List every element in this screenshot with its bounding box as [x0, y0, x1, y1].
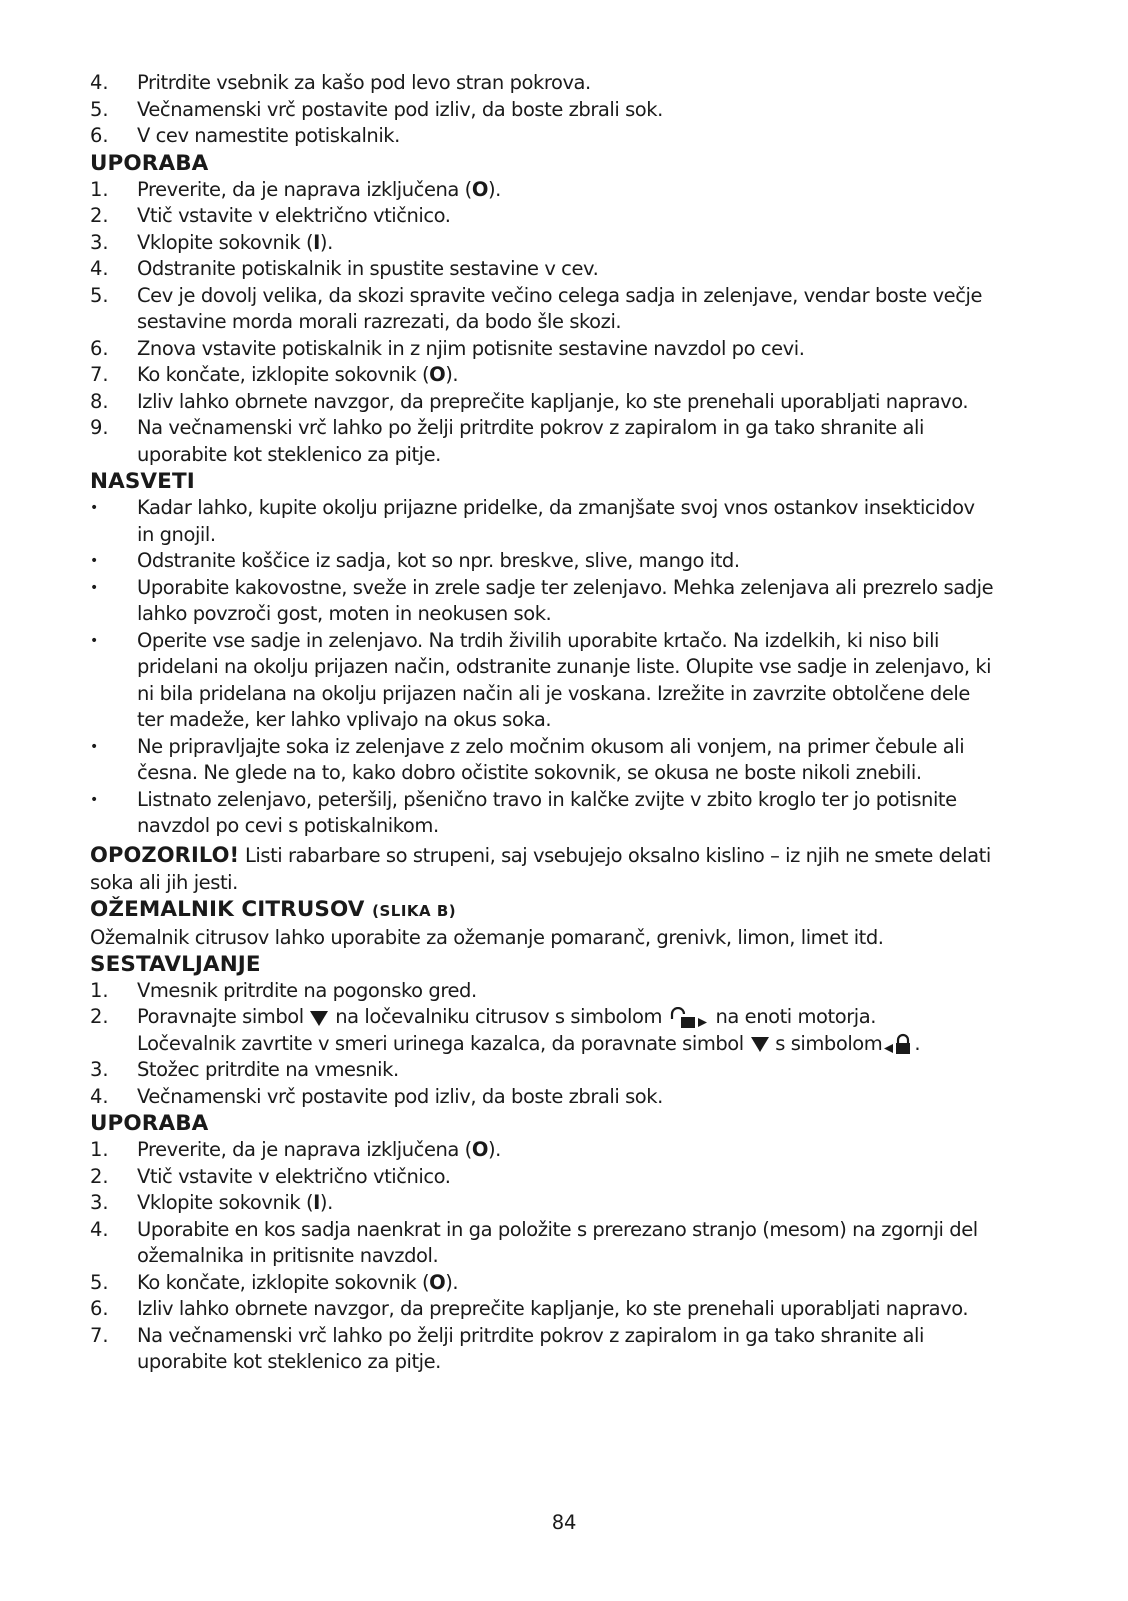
list-item: 9. Na večnamenski vrč lahko po želji pritrdite pokrov z zapiralom in ga tako shranite ali uporabite kot steklenico za pitje. [90, 416, 924, 466]
heading-text: OŽEMALNIK CITRUSOV [90, 896, 365, 922]
bullet-icon: • [90, 553, 99, 569]
citrus-description: Ožemalnik citrusov lahko uporabite za ožemanje pomaranč, grenivk, limon, limet itd. [90, 925, 884, 949]
list-item: 4. Pritrdite vsebnik za kašo pod levo stran pokrova. [90, 71, 591, 94]
text: ). [319, 230, 333, 254]
list-item: 5. Cev je dovolj velika, da skozi spravite večino celega sadja in zelenjave, vendar boste večje sestavine morda morali razrezati, da bodo šle skozi. [90, 283, 982, 333]
text: Ko končate, izklopite sokovnik ( [137, 363, 430, 386]
text: . [914, 1031, 921, 1055]
bullet-icon: • [90, 791, 99, 808]
text: ožemalnika in pritisnite navzdol. [137, 1244, 439, 1267]
list-item: 8. Izliv lahko obrnete navzgor, da preprečite kapljanje, ko ste prenehali uporabljati napravo. [90, 389, 969, 413]
bullet-icon: • [90, 500, 99, 516]
list-item: 2. Vtič vstavite v električno vtičnico. [90, 204, 451, 227]
list-item: 3. Vklopite sokovnik (I). [90, 230, 333, 254]
bullet-item [90, 628, 1050, 734]
text: soka ali jih jesti. [90, 870, 238, 894]
list-item: 6. Znova vstavite potiskalnik in z njim potisnite sestavine navzdol po cevi. [90, 336, 805, 360]
text: na enoti motorja. [715, 1005, 876, 1028]
page-number: 84 [551, 1511, 577, 1534]
section-heading-uporaba: UPORABA [90, 150, 209, 176]
text: ). [487, 1138, 501, 1161]
text: navzdol po cevi s potiskalnikom. [137, 814, 439, 837]
text: uporabite kot steklenico za pitje. [137, 1350, 441, 1373]
text: Na večnamenski vrč lahko po želji pritrdite pokrov z zapiralom in ga tako shranite ali [137, 1323, 924, 1347]
text: ). [319, 1191, 333, 1214]
bullet-icon: • [90, 738, 99, 755]
on-symbol: I [313, 1191, 320, 1214]
text: Listnato zelenjavo, peteršilj, pšenično travo in kalčke zvijte v zbito kroglo ter jo potisnite [137, 787, 957, 811]
text: Ločevalnik zavrtite v smeri urinega kazalca, da poravnate simbol [137, 1031, 744, 1055]
bullet-icon: • [90, 579, 99, 596]
list-item: 6. Izliv lahko obrnete navzgor, da preprečite kapljanje, ko ste prenehali uporabljati napravo. [90, 1297, 969, 1320]
list-item: 3. Stožec pritrdite na vmesnik. [90, 1058, 399, 1081]
list-item: 5. Večnamenski vrč postavite pod izliv, da boste zbrali sok. [90, 97, 663, 121]
text: Operite vse sadje in zelenjavo. Na trdih živilih uporabite krtačo. Na izdelkih, ki niso bili [137, 628, 940, 652]
text: sestavine morda morali razrezati, da bodo šle skozi. [137, 310, 622, 333]
list-item: 5. Ko končate, izklopite sokovnik (O). [90, 1270, 459, 1294]
bullet-item [90, 787, 1050, 840]
list-item: 4. Uporabite en kos sadja naenkrat in ga položite s prerezano stranjo (mesom) na zgornji del ožemalnika in pritisnite navzdol. [90, 1217, 978, 1267]
document-page [90, 70, 1050, 1376]
text: Cev je dovolj velika, da skozi spravite večino celega sadja in zelenjave, vendar boste večje [137, 283, 982, 307]
text: Preverite, da je naprava izključena ( [137, 177, 472, 201]
text: Uporabite en kos sadja naenkrat in ga položite s prerezano stranjo (mesom) na zgornji del [137, 1217, 978, 1241]
text: Na večnamenski vrč lahko po želji pritrdite pokrov z zapiralom in ga tako shranite ali [137, 416, 924, 439]
unlock-icon [668, 1007, 710, 1029]
bullet-item [90, 734, 1050, 787]
text: Poravnajte simbol [137, 1005, 304, 1028]
list-item: 7. Ko končate, izklopite sokovnik (O). [90, 363, 459, 386]
text: ter madeže, ker lahko vplivajo na okus soka. [137, 708, 552, 731]
text: na ločevalniku citrusov s simbolom [335, 1005, 662, 1028]
triangle-down-icon [309, 1009, 329, 1027]
list-item: 6. V cev namestite potiskalnik. [90, 124, 400, 147]
text: ). [487, 177, 501, 201]
bullet-item [90, 575, 1050, 628]
text: Odstranite koščice iz sadja, kot so npr. breskve, slive, mango itd. [137, 549, 740, 572]
off-symbol: O [429, 1270, 446, 1294]
text: ). [445, 1270, 459, 1294]
on-symbol: I [313, 230, 320, 254]
text: s simbolom [775, 1031, 883, 1055]
list-item: 3. Vklopite sokovnik (I). [90, 1191, 333, 1214]
list-item: 1. Vmesnik pritrdite na pogonsko gred. [90, 978, 477, 1002]
text: Ne pripravljajte soka iz zelenjave z zelo močnim okusom ali vonjem, na primer čebule ali [137, 734, 965, 758]
section-heading-citrus [90, 896, 1050, 925]
warning-title: OPOZORILO! [90, 842, 240, 867]
text: in gnojil. [137, 522, 216, 546]
bullet-item [90, 548, 1050, 575]
section-heading-uporaba: UPORABA [90, 1111, 209, 1136]
list-item: 4. Večnamenski vrč postavite pod izliv, da boste zbrali sok. [90, 1084, 663, 1108]
off-symbol: O [471, 1138, 488, 1161]
text: pridelani na okolju prijazen način, odstranite zunanje liste. Olupite vse sadje in zelenjavo, ki [137, 655, 992, 678]
bullet-icon: • [90, 632, 99, 649]
text: česna. Ne glede na to, kako dobro očistite sokovnik, se okusa ne boste nikoli znebili. [137, 761, 922, 784]
text: lahko povzroči gost, moten in neokusen sok. [137, 602, 552, 625]
text: Uporabite kakovostne, sveže in zrele sadje ter zelenjavo. Mehka zelenjava ali prezrelo sadje [137, 575, 994, 599]
text: Ko končate, izklopite sokovnik ( [137, 1270, 430, 1294]
text: Preverite, da je naprava izključena ( [137, 1138, 472, 1161]
text: Vklopite sokovnik ( [137, 230, 314, 254]
warning-paragraph [90, 842, 1050, 896]
triangle-down-icon [750, 1035, 770, 1053]
list-item: 2. Vtič vstavite v električno vtičnico. [90, 1164, 451, 1188]
off-symbol: O [471, 177, 488, 201]
lock-icon [882, 1033, 914, 1055]
off-symbol: O [429, 363, 446, 386]
heading-figure-ref: (SLIKA B) [372, 901, 457, 920]
list-item: 2. Poravnajte simbol na ločevalniku citrusov s simbolom na enoti motorja. Ločevalnik zavrtite v smeri urinega kazalca, da poravnate simbol s simbolom . [90, 1005, 921, 1055]
list-item: 1. Preverite, da je naprava izključena (O). [90, 177, 501, 201]
section-heading-sestavljanje: SESTAVLJANJE [90, 951, 261, 977]
section-heading-nasveti: NASVETI [90, 469, 195, 494]
text: Listi rabarbare so strupeni, saj vsebujejo oksalno kislino – iz njih ne smete delati [239, 843, 991, 867]
text: ). [445, 363, 459, 386]
list-item: 4. Odstranite potiskalnik in spustite sestavine v cev. [90, 257, 599, 280]
text: Vklopite sokovnik ( [137, 1191, 314, 1214]
list-item: 7. Na večnamenski vrč lahko po želji pritrdite pokrov z zapiralom in ga tako shranite ali uporabite kot steklenico za pitje. [90, 1323, 924, 1373]
list-item: 1. Preverite, da je naprava izključena (O). [90, 1138, 501, 1161]
text: Kadar lahko, kupite okolju prijazne pridelke, da zmanjšate svoj vnos ostankov insekticidov [137, 496, 975, 519]
bullet-item [90, 495, 1050, 548]
text: uporabite kot steklenico za pitje. [137, 442, 441, 466]
text: ni bila pridelana na okolju prijazen način ali je voskana. Izrežite in zavrzite obtolčene dele [137, 681, 970, 705]
